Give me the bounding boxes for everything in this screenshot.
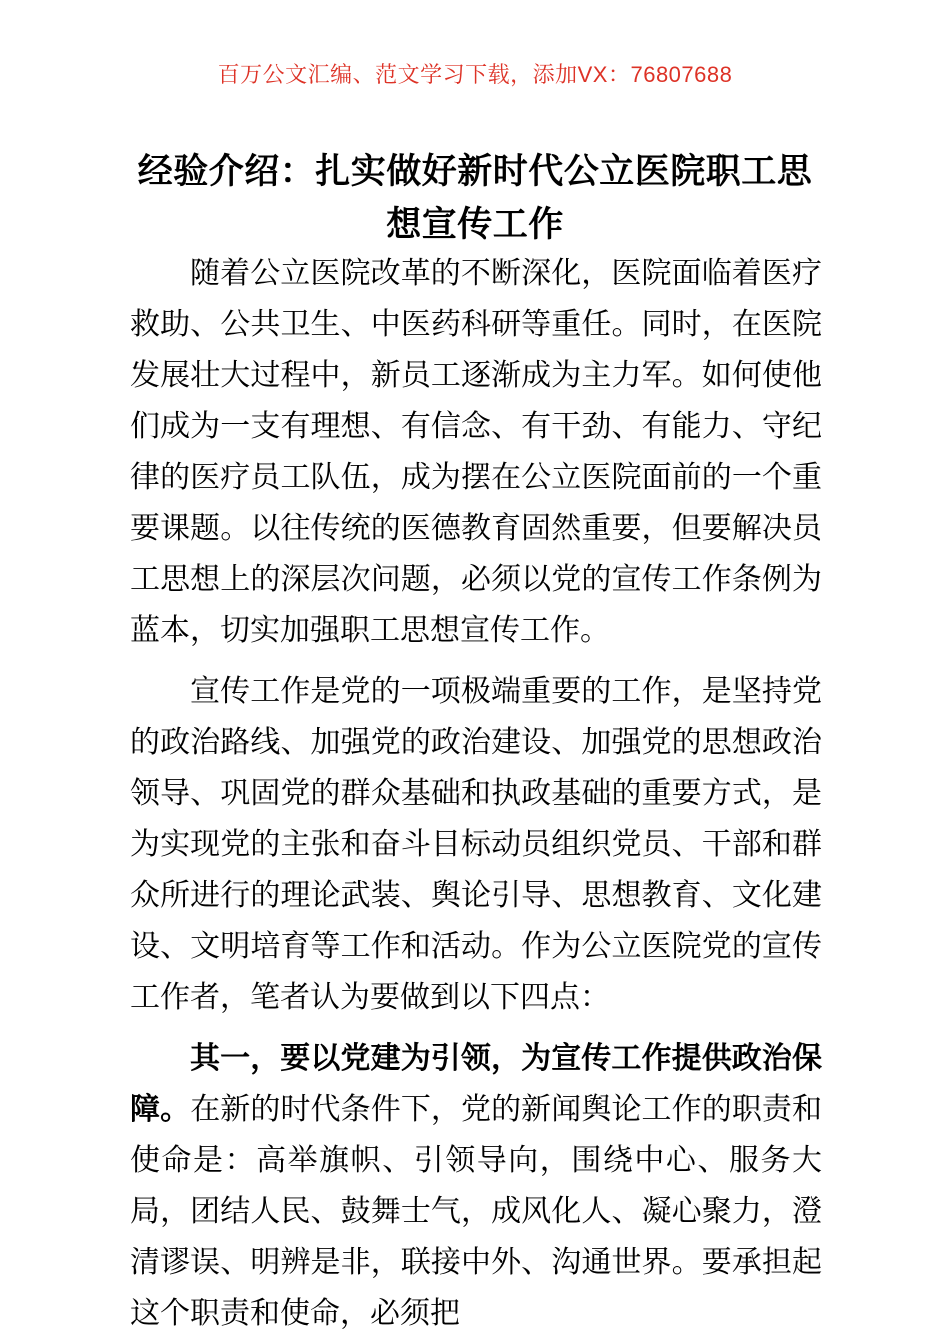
watermark-promo-header: 百万公文汇编、范文学习下载，添加VX：76807688: [217, 62, 733, 87]
paragraph-text-2: 宣传工作是党的一项极端重要的工作，是坚持党的政治路线、加强党的政治建设、加强党的思想政治领导、巩固党的群众基础和执政基础的重要方式，是为实现党的主张和奋斗目标动员组织党员、干部和群众所进行的理论武装、舆论引导、思想教育、文化建设、文明培育等工作和活动。作为公立医院党的宣传工作者，笔者认为要做到以下四点：: [130, 675, 822, 1014]
body-paragraph-1: [130, 248, 822, 656]
paragraph-text-1: 随着公立医院改革的不断深化，医院面临着医疗救助、公共卫生、中医药科研等重任。同时，在医院发展壮大过程中，新员工逐渐成为主力军。如何使他们成为一支有理想、有信念、有干劲、有能力、守纪律的医疗员工队伍，成为摆在公立医院面前的一个重要课题。以往传统的医德教育固然重要，但要解决员工思想上的深层次问题，必须以党的宣传工作条例为蓝本，切实加强职工思想宣传工作。: [130, 257, 822, 647]
paragraph-text-3: 在新的时代条件下，党的新闻舆论工作的职责和使命是：高举旗帜、引领导向，围绕中心、服务大局，团结人民、鼓舞士气，成风化人、凝心聚力，澄清谬误、明辨是非，联接中外、沟通世界。要承担起这个职责和使命，必须把: [130, 1093, 823, 1330]
body-paragraph-2: [130, 666, 822, 1023]
paragraph-bold-lead-3: 其一，要以党建为引领，为宣传工作提供政治保障。: [130, 1042, 822, 1126]
page-title: 经验介绍：扎实做好新时代公立医院职工思想宣传工作: [137, 152, 813, 245]
document-body: [130, 248, 822, 1339]
body-paragraph-3: [130, 1033, 822, 1339]
